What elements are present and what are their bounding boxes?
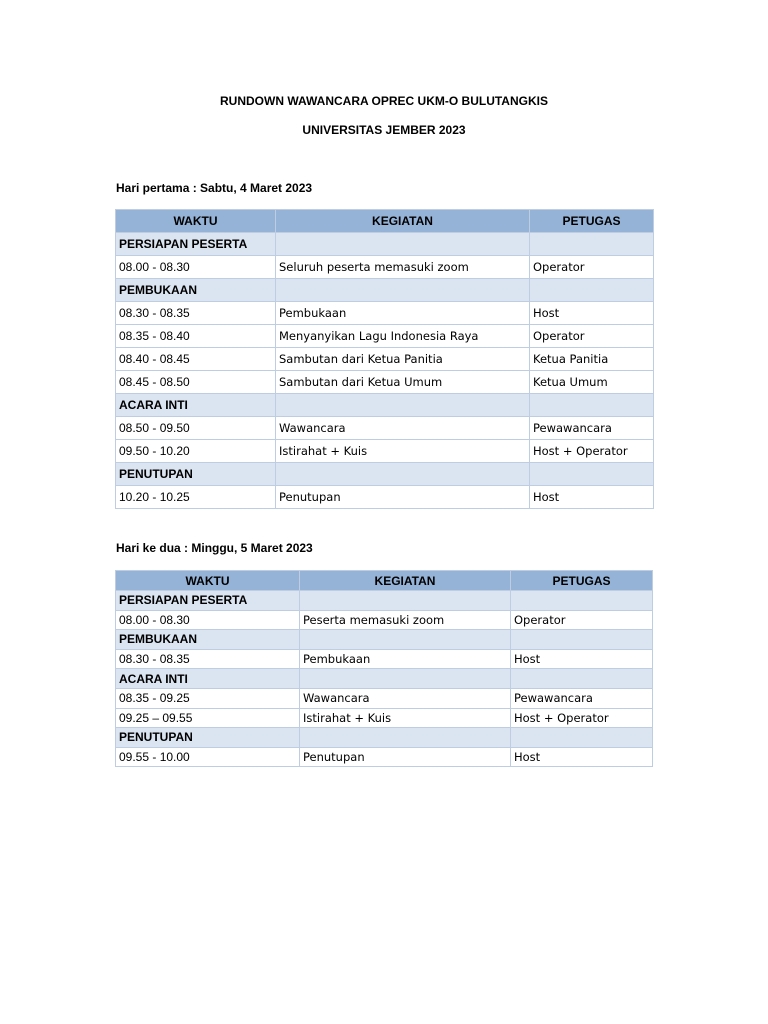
section-row [116, 279, 654, 302]
cell-waktu: 08.50 - 09.50 [116, 417, 276, 440]
cell-kegiatan: Wawancara [300, 688, 511, 708]
cell-kegiatan [276, 233, 530, 256]
cell-waktu: PERSIAPAN PESERTA [116, 233, 276, 256]
cell-petugas [530, 463, 654, 486]
cell-waktu: 10.20 - 10.25 [116, 486, 276, 509]
cell-kegiatan: Istirahat + Kuis [300, 708, 511, 728]
cell-petugas [530, 233, 654, 256]
header-kegiatan: KEGIATAN [300, 571, 511, 591]
header-petugas: PETUGAS [511, 571, 653, 591]
cell-waktu: 09.50 - 10.20 [116, 440, 276, 463]
cell-waktu: 08.30 - 08.35 [116, 302, 276, 325]
cell-kegiatan: Sambutan dari Ketua Panitia [276, 348, 530, 371]
table-row [116, 256, 654, 279]
table-row [116, 708, 653, 728]
cell-waktu: 08.35 - 09.25 [116, 688, 300, 708]
table-row [116, 371, 654, 394]
table-row [116, 610, 653, 630]
table-row [116, 348, 654, 371]
cell-petugas: Host [530, 302, 654, 325]
cell-petugas [530, 394, 654, 417]
cell-waktu: ACARA INTI [116, 394, 276, 417]
cell-waktu: ACARA INTI [116, 669, 300, 689]
day2-schedule-table [115, 570, 653, 767]
cell-waktu: PENUTUPAN [116, 728, 300, 748]
cell-petugas: Operator [530, 325, 654, 348]
section-row [116, 669, 653, 689]
cell-petugas [511, 630, 653, 650]
cell-kegiatan: Wawancara [276, 417, 530, 440]
cell-petugas: Ketua Umum [530, 371, 654, 394]
section-row [116, 394, 654, 417]
header-waktu: WAKTU [116, 571, 300, 591]
header-waktu: WAKTU [116, 210, 276, 233]
cell-kegiatan [276, 394, 530, 417]
table-header-row [116, 571, 653, 591]
cell-kegiatan [300, 591, 511, 611]
cell-petugas: Host [511, 747, 653, 767]
section-row [116, 728, 653, 748]
header-petugas: PETUGAS [530, 210, 654, 233]
table-row [116, 417, 654, 440]
cell-waktu: PEMBUKAAN [116, 279, 276, 302]
table-row [116, 325, 654, 348]
cell-waktu: 09.55 - 10.00 [116, 747, 300, 767]
document-title: RUNDOWN WAWANCARA OPREC UKM-O BULUTANGKIS [220, 94, 548, 108]
cell-petugas: Host [511, 649, 653, 669]
section-row [116, 591, 653, 611]
cell-petugas: Pewawancara [530, 417, 654, 440]
section-row [116, 233, 654, 256]
cell-petugas: Operator [530, 256, 654, 279]
cell-kegiatan: Seluruh peserta memasuki zoom [276, 256, 530, 279]
table-row [116, 747, 653, 767]
document-subtitle: UNIVERSITAS JEMBER 2023 [302, 123, 466, 137]
section-row [116, 463, 654, 486]
table-header-row [116, 210, 654, 233]
cell-waktu: 09.25 – 09.55 [116, 708, 300, 728]
cell-kegiatan: Peserta memasuki zoom [300, 610, 511, 630]
cell-kegiatan: Pembukaan [276, 302, 530, 325]
section-row [116, 630, 653, 650]
cell-petugas: Operator [511, 610, 653, 630]
cell-waktu: 08.40 - 08.45 [116, 348, 276, 371]
cell-petugas: Host + Operator [511, 708, 653, 728]
cell-petugas [511, 728, 653, 748]
cell-petugas: Pewawancara [511, 688, 653, 708]
cell-petugas [511, 669, 653, 689]
cell-kegiatan [300, 728, 511, 748]
table-row [116, 486, 654, 509]
table-row [116, 440, 654, 463]
cell-kegiatan: Menyanyikan Lagu Indonesia Raya [276, 325, 530, 348]
table-row [116, 649, 653, 669]
cell-kegiatan: Penutupan [300, 747, 511, 767]
cell-kegiatan: Penutupan [276, 486, 530, 509]
cell-petugas: Host [530, 486, 654, 509]
cell-kegiatan [300, 669, 511, 689]
cell-waktu: 08.30 - 08.35 [116, 649, 300, 669]
table-row [116, 688, 653, 708]
cell-petugas: Ketua Panitia [530, 348, 654, 371]
day2-heading: Hari ke dua : Minggu, 5 Maret 2023 [116, 541, 313, 555]
cell-waktu: PERSIAPAN PESERTA [116, 591, 300, 611]
cell-waktu: 08.00 - 08.30 [116, 610, 300, 630]
day1-heading: Hari pertama : Sabtu, 4 Maret 2023 [116, 181, 313, 195]
cell-waktu: PENUTUPAN [116, 463, 276, 486]
cell-waktu: 08.35 - 08.40 [116, 325, 276, 348]
cell-petugas [530, 279, 654, 302]
table-row [116, 302, 654, 325]
cell-waktu: 08.45 - 08.50 [116, 371, 276, 394]
cell-kegiatan [300, 630, 511, 650]
cell-kegiatan: Pembukaan [300, 649, 511, 669]
cell-petugas: Host + Operator [530, 440, 654, 463]
cell-petugas [511, 591, 653, 611]
cell-waktu: 08.00 - 08.30 [116, 256, 276, 279]
cell-kegiatan: Sambutan dari Ketua Umum [276, 371, 530, 394]
cell-waktu: PEMBUKAAN [116, 630, 300, 650]
cell-kegiatan: Istirahat + Kuis [276, 440, 530, 463]
cell-kegiatan [276, 279, 530, 302]
cell-kegiatan [276, 463, 530, 486]
header-kegiatan: KEGIATAN [276, 210, 530, 233]
day1-schedule-table [115, 209, 654, 509]
